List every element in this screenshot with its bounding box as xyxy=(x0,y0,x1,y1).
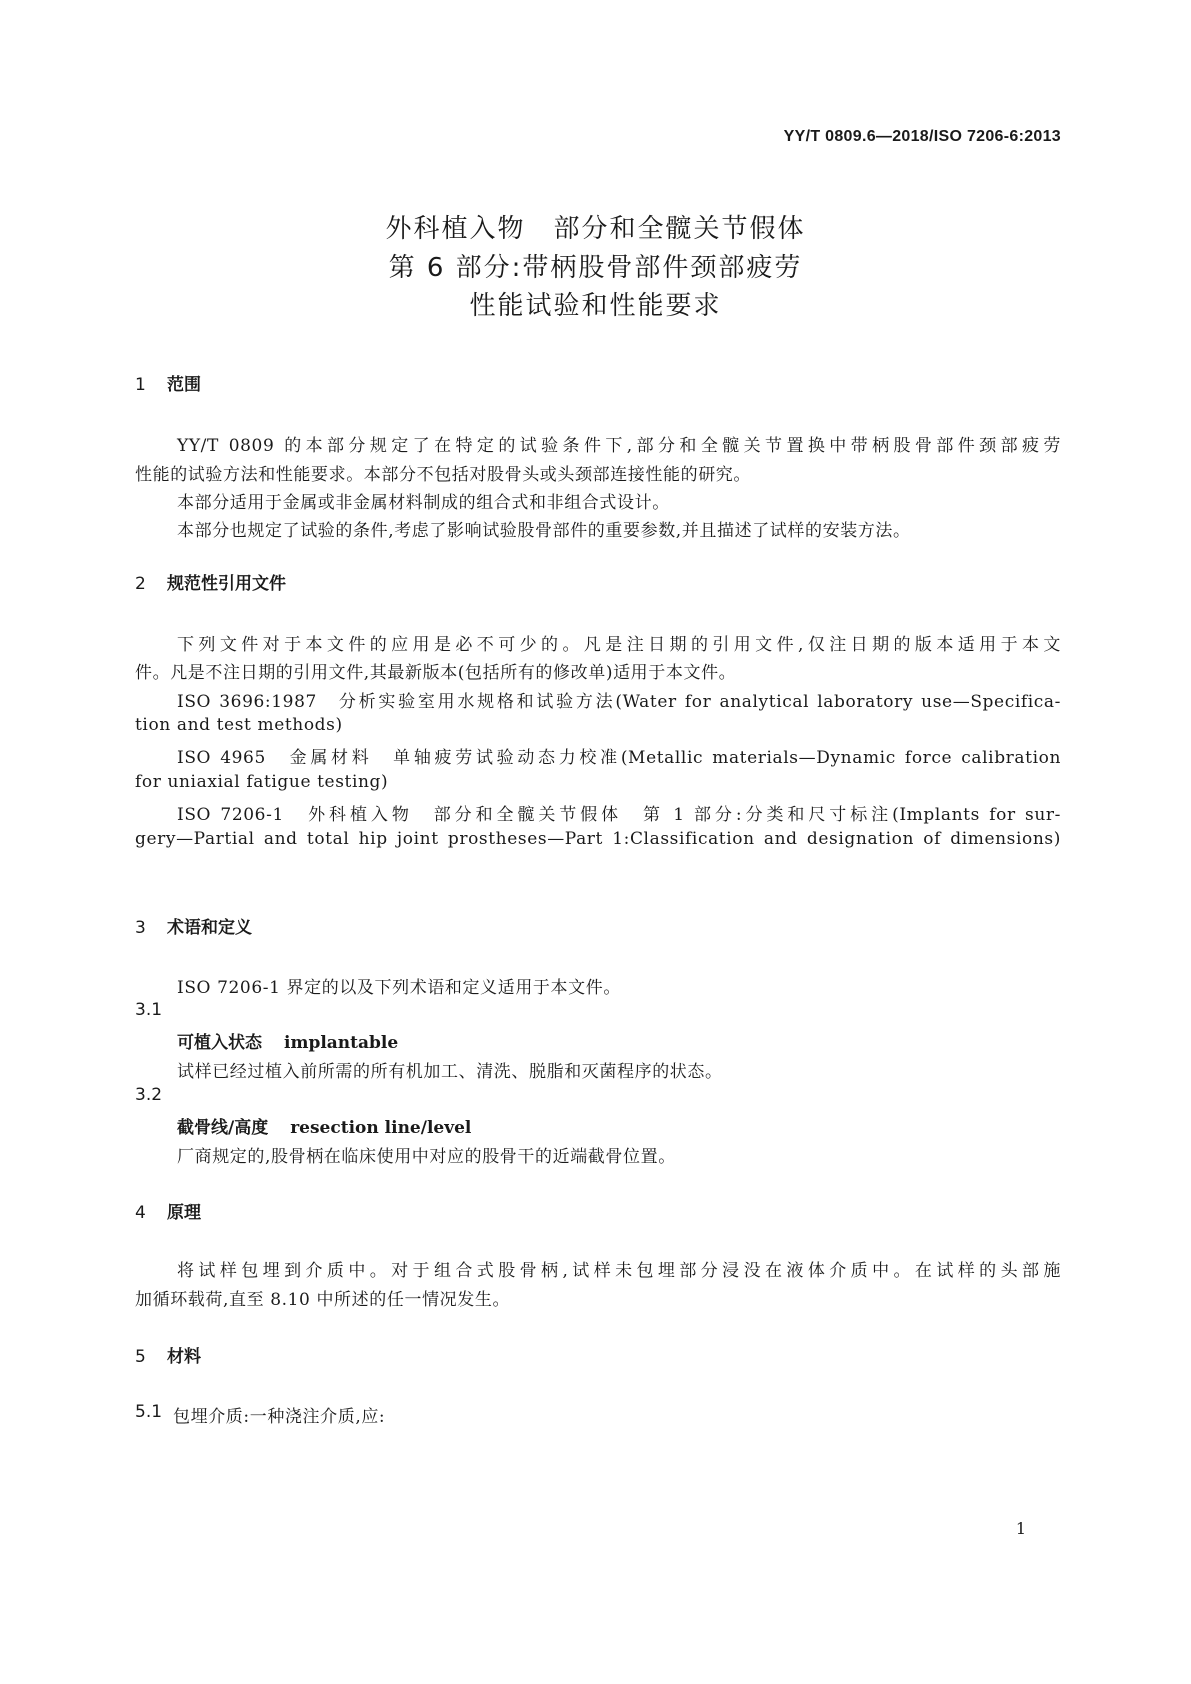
paragraph-line: 性能的试验方法和性能要求。本部分不包括对股骨头或头颈部连接性能的研究。 xyxy=(135,465,751,485)
section-1-heading xyxy=(135,370,201,395)
section-title: 材料 xyxy=(167,1347,201,1367)
section-number: 1 xyxy=(135,375,146,395)
section-5-heading xyxy=(135,1342,201,1367)
term-english: implantable xyxy=(284,1033,399,1053)
term-definition: 试样已经过植入前所需的所有机加工、清洗、脱脂和灭菌程序的状态。 xyxy=(177,1062,723,1082)
term-title xyxy=(177,1113,471,1138)
section-title: 原理 xyxy=(167,1203,201,1223)
section-title: 术语和定义 xyxy=(167,918,252,938)
section-title: 规范性引用文件 xyxy=(167,574,286,594)
section-4-heading xyxy=(135,1198,201,1223)
section-number: 4 xyxy=(135,1203,146,1223)
reference-line: ISO 4965 金属材料 单轴疲劳试验动态力校准(Metallic materials—Dynamic force calibration xyxy=(177,748,1061,768)
page-number: 1 xyxy=(1015,1519,1026,1538)
paragraph: ISO 7206-1 界定的以及下列术语和定义适用于本文件。 xyxy=(177,978,621,998)
section-number: 5 xyxy=(135,1347,146,1367)
term-definition: 厂商规定的,股骨柄在临床使用中对应的股骨干的近端截骨位置。 xyxy=(177,1147,676,1167)
paragraph: 本部分适用于金属或非金属材料制成的组合式和非组合式设计。 xyxy=(177,493,670,513)
paragraph-line: YY/T 0809 的本部分规定了在特定的试验条件下,部分和全髋关节置换中带柄股骨部件颈部疲劳 xyxy=(177,436,1061,456)
reference-line: ISO 3696:1987 分析实验室用水规格和试验方法(Water for analytical laboratory use—Specifica- xyxy=(177,692,1061,712)
section-title: 范围 xyxy=(167,375,201,395)
section-number: 3 xyxy=(135,918,146,938)
term-number: 3.2 xyxy=(135,1085,163,1105)
term-chinese: 可植入状态 xyxy=(177,1033,262,1053)
title-line-1: 外科植入物 部分和全髋关节假体 xyxy=(385,214,806,244)
subclause-text: 包埋介质:一种浇注介质,应: xyxy=(173,1407,386,1427)
section-2-heading xyxy=(135,569,286,594)
section-3-heading xyxy=(135,913,252,938)
reference-line: for uniaxial fatigue testing) xyxy=(135,772,389,792)
standard-code: YY/T 0809.6—2018/ISO 7206-6:2013 xyxy=(783,128,1061,145)
paragraph-line: 将试样包埋到介质中。对于组合式股骨柄,试样未包埋部分浸没在液体介质中。在试样的头部施 xyxy=(177,1261,1061,1281)
section-number: 2 xyxy=(135,574,146,594)
paragraph-line: 件。凡是不注日期的引用文件,其最新版本(包括所有的修改单)适用于本文件。 xyxy=(135,663,737,683)
term-english: resection line/level xyxy=(290,1118,472,1138)
term-number: 3.1 xyxy=(135,1000,163,1020)
paragraph-line: 加循环载荷,直至 8.10 中所述的任一情况发生。 xyxy=(135,1290,511,1310)
term-title xyxy=(177,1028,398,1053)
term-chinese: 截骨线/高度 xyxy=(177,1118,269,1138)
paragraph-line: 下列文件对于本文件的应用是必不可少的。凡是注日期的引用文件,仅注日期的版本适用于本文 xyxy=(177,635,1061,655)
title-line-2: 第 6 部分:带柄股骨部件颈部疲劳 xyxy=(388,253,803,283)
title-line-3: 性能试验和性能要求 xyxy=(469,291,722,321)
subclause-number: 5.1 xyxy=(135,1402,163,1422)
paragraph: 本部分也规定了试验的条件,考虑了影响试验股骨部件的重要参数,并且描述了试样的安装方法。 xyxy=(177,521,911,541)
reference-line: gery—Partial and total hip joint prostheses—Part 1:Classification and designation of dimensions) xyxy=(135,829,1061,849)
reference-line: ISO 7206-1 外科植入物 部分和全髋关节假体 第 1 部分:分类和尺寸标注(Implants for sur- xyxy=(177,805,1061,825)
reference-line: tion and test methods) xyxy=(135,715,343,735)
